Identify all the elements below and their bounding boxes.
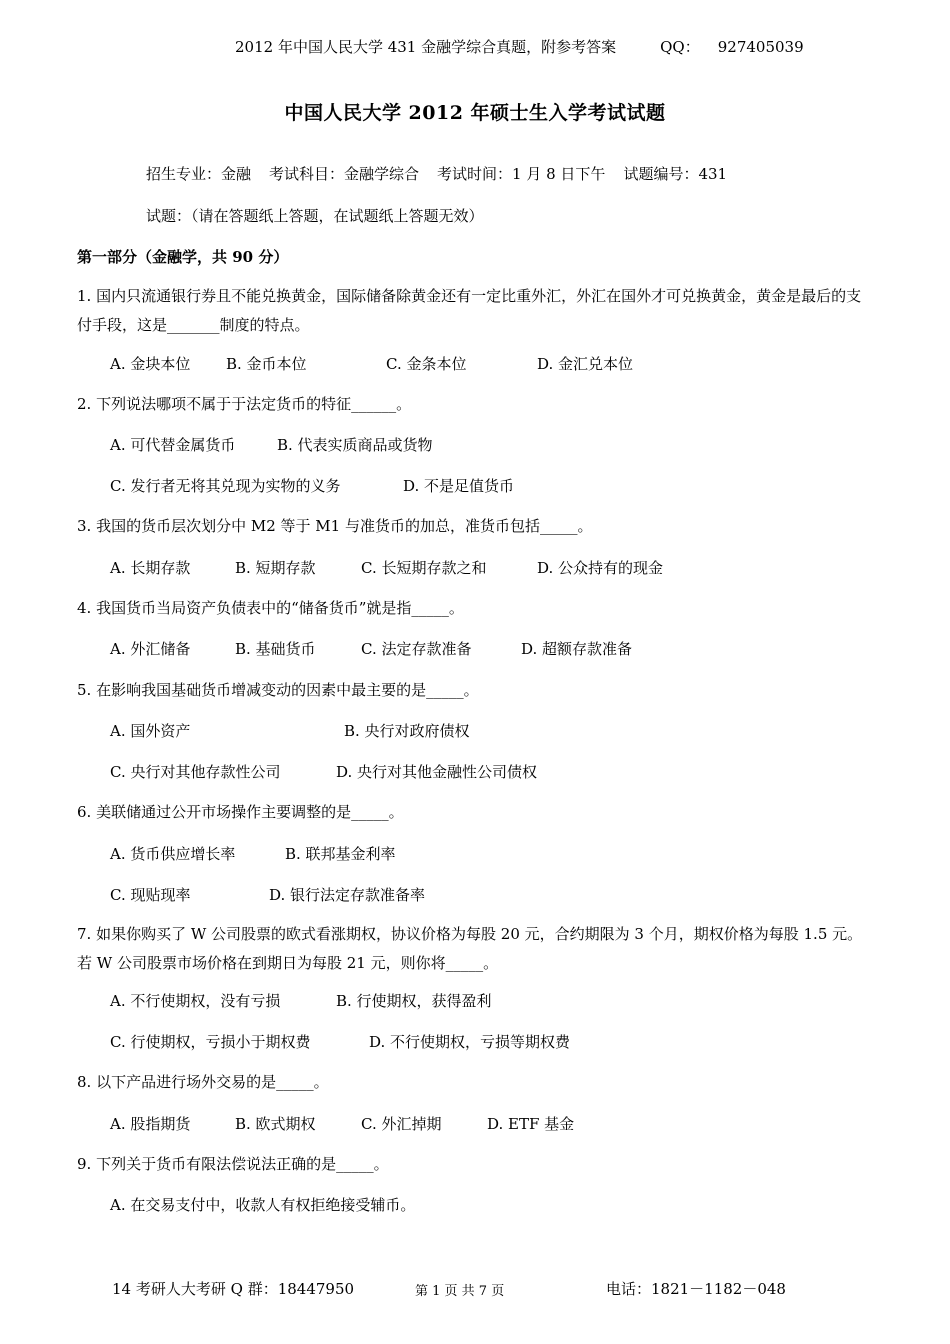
meta-major: 招生专业：金融 [146,165,252,183]
section-heading: 第一部分（金融学，共 90 分） [77,248,289,266]
exam-instruction: 试题：（请在答题纸上答题，在试题纸上答题无效） [146,207,484,225]
page-header [235,36,804,57]
option: D. ETF 基金 [487,1115,575,1133]
question-6-options-row-1 [110,843,396,864]
option: D. 央行对其他金融性公司债权 [336,763,538,781]
question-4-options [110,638,632,659]
option: A. 货币供应增长率 [110,845,236,863]
question-5-options-row-1 [110,720,470,741]
option: A. 股指期货 [110,1115,191,1133]
footer-page-number: 第 1 页 共 7 页 [415,1284,505,1299]
question-7-options-row-1 [110,990,492,1011]
question-8: 8. 以下产品进行场外交易的是_____。 [77,1073,329,1091]
option: B. 金币本位 [226,355,307,373]
question-1: 1. 国内只流通银行券且不能兑换黄金，国际储备除黄金还有一定比重外汇，外汇在国外才可兑换黄金，黄金是最后的支付手段，这是_______制度的特点。 [77,287,862,334]
option: A. 可代替金属货币 [110,436,236,454]
question-7-options-row-2 [110,1031,570,1052]
header-title: 2012 年中国人民大学 431 金融学综合真题，附参考答案 [235,38,617,56]
question-8-options [110,1113,574,1134]
option: B. 代表实质商品或货物 [277,436,433,454]
option: A. 不行使期权，没有亏损 [110,992,281,1010]
question-2: 2. 下列说法哪项不属于于法定货币的特征______。 [77,395,412,413]
question-2-options-row-1 [110,434,433,455]
question-6-options-row-2 [110,884,425,905]
option: C. 外汇掉期 [361,1115,442,1133]
question-1-options [110,353,633,374]
option: B. 联邦基金利率 [285,845,396,863]
footer-group-info: 14 考研人大考研 Q 群：18447950 [112,1280,355,1298]
question-3: 3. 我国的货币层次划分中 M2 等于 M1 与准货币的加总，准货币包括_____。 [77,517,593,535]
qq-number: 927405039 [717,38,804,56]
meta-code: 试题编号：431 [623,165,728,183]
option: B. 欧式期权 [235,1115,316,1133]
option: D. 金汇兑本位 [537,355,634,373]
option: C. 长短期存款之和 [361,559,487,577]
question-6: 6. 美联储通过公开市场操作主要调整的是_____。 [77,803,404,821]
option: D. 超额存款准备 [521,640,633,658]
option: A. 外汇储备 [110,640,191,658]
question-9-options [110,1194,415,1215]
question-5-options-row-2 [110,761,537,782]
footer-phone: 电话：1821－1182－048 [606,1280,786,1298]
question-7: 7. 如果你购买了 W 公司股票的欧式看涨期权，协议价格为每股 20 元，合约期限为 3 个月，期权价格为每股 1.5 元。若 W 公司股票市场价格在到期日为每股 21 元，则你将_____。 [77,925,863,972]
option: A. 金块本位 [110,355,191,373]
meta-time: 考试时间：1 月 8 日下午 [437,165,606,183]
option: D. 不行使期权，亏损等期权费 [369,1033,571,1051]
option: B. 行使期权，获得盈利 [336,992,492,1010]
option: D. 公众持有的现金 [537,559,664,577]
question-2-options-row-2 [110,475,514,496]
option: A. 在交易支付中，收款人有权拒绝接受辅币。 [110,1196,416,1214]
question-3-options [110,557,663,578]
option: B. 基础货币 [235,640,316,658]
option: B. 短期存款 [235,559,316,577]
option: B. 央行对政府债权 [344,722,470,740]
option: D. 银行法定存款准备率 [269,886,426,904]
qq-label: QQ： [660,38,700,56]
option: C. 现贴现率 [110,886,191,904]
exam-meta [146,163,727,184]
question-4: 4. 我国货币当局资产负债表中的“储备货币”就是指_____。 [77,599,464,617]
option: A. 国外资产 [110,722,191,740]
meta-subject: 考试科目：金融学综合 [269,165,420,183]
option: C. 央行对其他存款性公司 [110,763,281,781]
option: C. 发行者无将其兑现为实物的义务 [110,477,341,495]
option: C. 法定存款准备 [361,640,472,658]
option: D. 不是足值货币 [403,477,515,495]
exam-title: 中国人民大学 2012 年硕士生入学考试试题 [284,102,666,124]
question-5: 5. 在影响我国基础货币增减变动的因素中最主要的是_____。 [77,681,479,699]
option: C. 金条本位 [386,355,467,373]
option: C. 行使期权，亏损小于期权费 [110,1033,311,1051]
option: A. 长期存款 [110,559,191,577]
question-9: 9. 下列关于货币有限法偿说法正确的是_____。 [77,1155,389,1173]
